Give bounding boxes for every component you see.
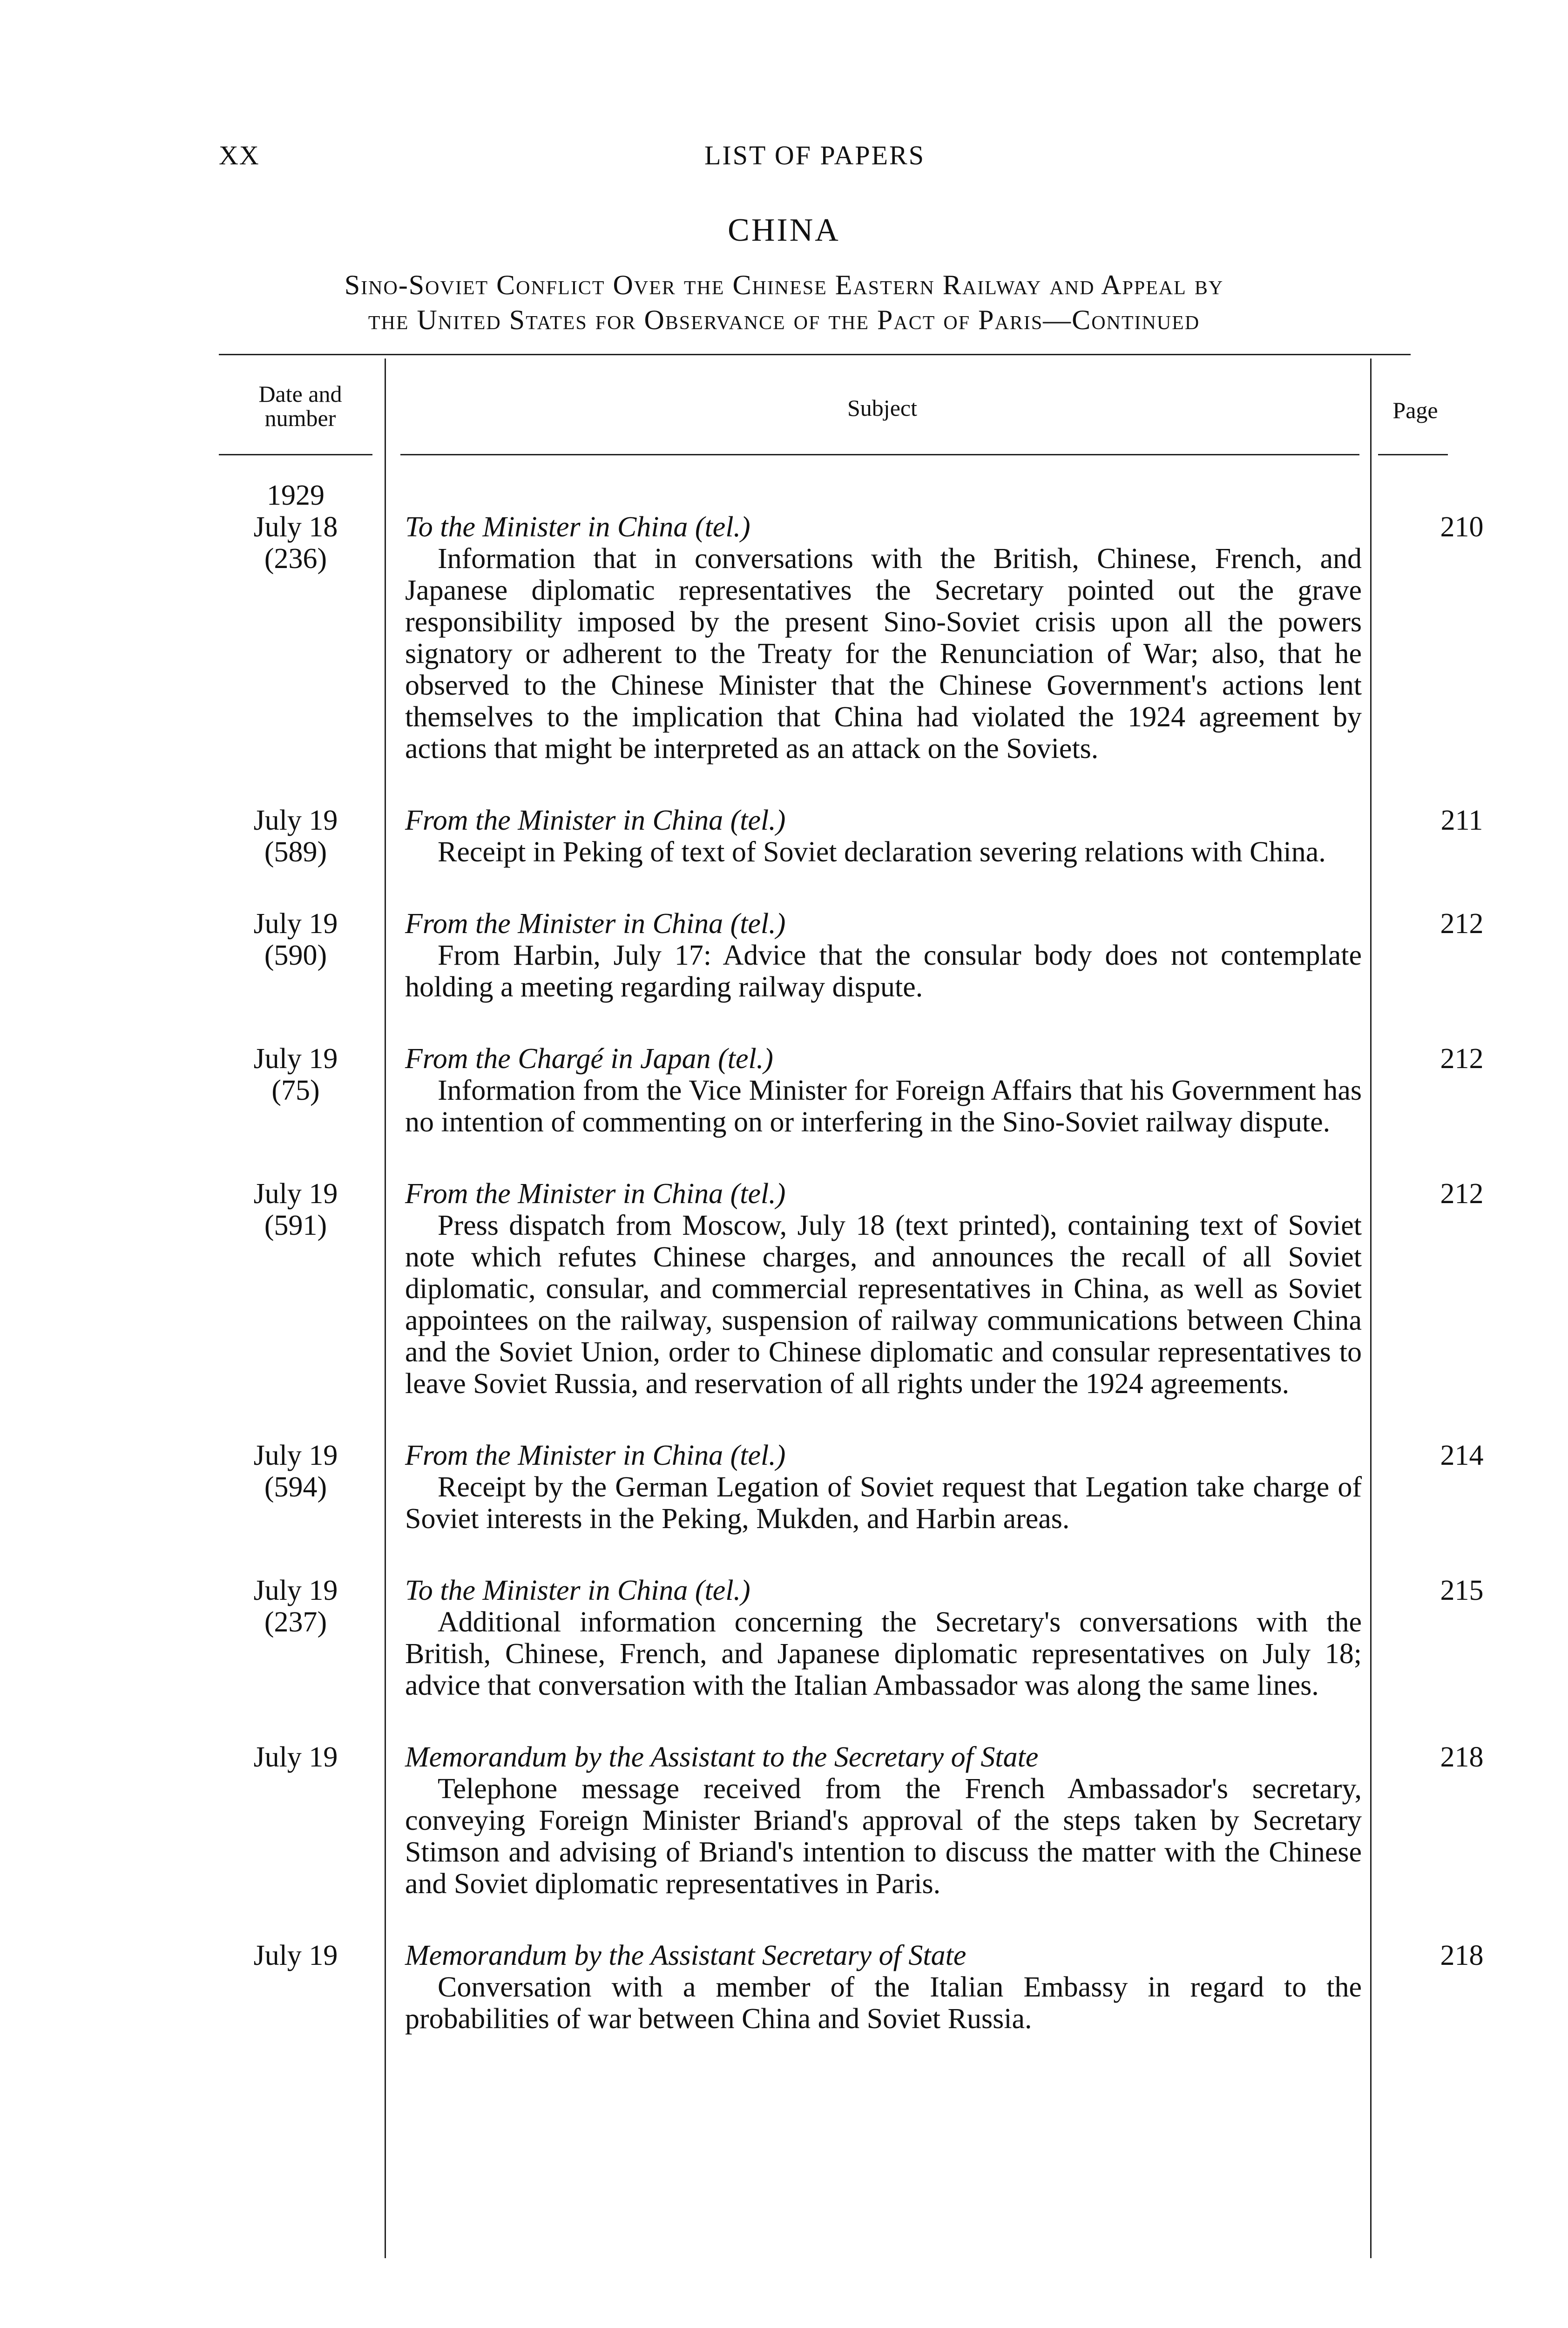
entry-page: 214 bbox=[1440, 1440, 1484, 1471]
entry-date: July 19 bbox=[253, 908, 338, 940]
entry-heading: To the Minister in China (tel.) bbox=[405, 511, 750, 543]
entry-number: (236) bbox=[264, 543, 327, 575]
subject-cell bbox=[405, 1575, 1362, 1701]
entry-heading: To the Minister in China (tel.) bbox=[405, 1575, 750, 1606]
entry-heading: From the Minister in China (tel.) bbox=[405, 805, 786, 836]
entry-heading: From the Minister in China (tel.) bbox=[405, 1440, 786, 1471]
entry-summary: Receipt in Peking of text of Soviet declaration severing relations with China. bbox=[438, 836, 1326, 868]
section-title: CHINA bbox=[728, 212, 840, 248]
subject-cell bbox=[405, 1940, 1362, 2035]
date-cell bbox=[219, 1440, 372, 1503]
entry-number: (594) bbox=[264, 1471, 327, 1503]
date-cell bbox=[219, 1741, 372, 1773]
entry-summary: Receipt by the German Legation of Soviet request that Legation take charge of Soviet interests in the Peking, Mukden, and Harbin areas. bbox=[405, 1471, 1362, 1535]
entry-page: 218 bbox=[1440, 1940, 1484, 1971]
entry-summary: Additional information concerning the Secretary's conversations with the British, Chinese, French, and Japanese diplomatic representatives on July 18; advice that conversation with the Italian Ambassador was along the same lines. bbox=[405, 1606, 1362, 1701]
entry-date: July 19 bbox=[253, 1575, 338, 1606]
date-cell bbox=[219, 805, 372, 868]
subject-cell bbox=[405, 1440, 1362, 1535]
entry-page: 212 bbox=[1440, 1043, 1484, 1075]
date-cell bbox=[219, 1178, 372, 1241]
column-header-page: Page bbox=[1392, 397, 1438, 423]
entry-date: July 19 bbox=[253, 1440, 338, 1471]
entry-date: July 19 bbox=[253, 805, 338, 836]
date-cell bbox=[219, 1043, 372, 1106]
entry-number: (237) bbox=[264, 1606, 327, 1638]
column-header-subject: Subject bbox=[847, 395, 917, 421]
page-number: XX bbox=[219, 140, 260, 170]
header-rule bbox=[219, 454, 372, 455]
entry-date: July 19 bbox=[253, 1741, 338, 1773]
subject-cell bbox=[405, 480, 1362, 765]
entry-page: 218 bbox=[1440, 1741, 1484, 1773]
list-item bbox=[219, 1440, 1484, 1535]
entry-page: 210 bbox=[1440, 511, 1484, 543]
column-header-date: Date and number bbox=[258, 381, 342, 431]
entry-number: (590) bbox=[264, 940, 327, 971]
date-cell bbox=[219, 908, 372, 971]
entry-summary: From Harbin, July 17: Advice that the consular body does not contemplate holding a meeting regarding railway dispute. bbox=[405, 940, 1362, 1003]
subheading-line: Sino-Soviet Conflict Over the Chinese Eastern Railway and Appeal by bbox=[344, 270, 1224, 300]
date-cell bbox=[219, 1575, 372, 1638]
list-item bbox=[219, 1043, 1484, 1138]
subject-cell bbox=[405, 1043, 1362, 1138]
entry-summary: Telephone message received from the French Ambassador's secretary, conveying Foreign Minister Briand's approval of the steps taken by Secretary Stimson and advising of Briand's intention to discuss the matter with the Chinese and Soviet diplomatic representatives in Paris. bbox=[405, 1773, 1362, 1900]
entry-heading: From the Minister in China (tel.) bbox=[405, 1178, 786, 1210]
subject-cell bbox=[405, 805, 1362, 868]
running-title: LIST OF PAPERS bbox=[704, 140, 925, 170]
list-item bbox=[219, 805, 1483, 868]
papers-list bbox=[219, 480, 1484, 2075]
list-item bbox=[219, 1178, 1484, 1400]
entry-page: 212 bbox=[1440, 1178, 1484, 1210]
entry-page: 212 bbox=[1440, 908, 1484, 940]
entry-number: (589) bbox=[264, 836, 327, 868]
entry-number: (75) bbox=[271, 1075, 320, 1106]
date-cell bbox=[219, 1940, 372, 1971]
subject-cell bbox=[405, 908, 1362, 1003]
subject-cell bbox=[405, 1178, 1362, 1400]
entry-heading: Memorandum by the Assistant to the Secretary of State bbox=[405, 1741, 1039, 1773]
entry-date: July 18 bbox=[253, 511, 338, 543]
list-item bbox=[219, 1575, 1484, 1701]
entry-heading: From the Chargé in Japan (tel.) bbox=[405, 1043, 773, 1075]
list-item bbox=[219, 480, 1484, 765]
entry-heading: From the Minister in China (tel.) bbox=[405, 908, 786, 940]
entry-summary: Conversation with a member of the Italian Embassy in regard to the probabilities of war between China and Soviet Russia. bbox=[405, 1971, 1362, 2035]
subject-cell bbox=[405, 1741, 1362, 1900]
header-rule bbox=[1378, 454, 1448, 455]
entry-page: 215 bbox=[1440, 1575, 1484, 1606]
entry-date: July 19 bbox=[253, 1043, 338, 1075]
entry-heading: Memorandum by the Assistant Secretary of State bbox=[405, 1940, 966, 1971]
date-cell bbox=[219, 480, 372, 575]
table-top-rule bbox=[219, 354, 1411, 355]
entry-summary: Information from the Vice Minister for Foreign Affairs that his Government has no intention of commenting on or interfering in the Sino-Soviet railway dispute. bbox=[405, 1075, 1362, 1138]
entry-summary: Information that in conversations with the British, Chinese, French, and Japanese diplomatic representatives the Secretary pointed out the grave responsibility imposed by the present Sino-Soviet crisis upon all the powers signatory or adherent to the Treaty for the Renunciation of War; also, that he observed to the Chinese Minister that the Chinese Government's actions lent themselves to the implication that China had violated the 1924 agreement by actions that might be interpreted as an attack on the Soviets. bbox=[405, 543, 1362, 765]
section-subheading bbox=[140, 268, 1428, 338]
list-item bbox=[219, 1940, 1484, 2035]
list-item bbox=[219, 1741, 1484, 1900]
entry-date: July 19 bbox=[253, 1940, 338, 1971]
entry-date: July 19 bbox=[253, 1178, 338, 1210]
list-item bbox=[219, 908, 1484, 1003]
header-rule bbox=[400, 454, 1359, 455]
subheading-line: the United States for Observance of the Pact of Paris—Continued bbox=[368, 305, 1200, 335]
running-header bbox=[219, 140, 1411, 182]
entry-year: 1929 bbox=[267, 480, 324, 511]
entry-summary: Press dispatch from Moscow, July 18 (text printed), containing text of Soviet note which refutes Chinese charges, and announces the recall of all Soviet diplomatic, consular, and commercial representatives in China, as well as Soviet appointees on the railway, suspension of railway communications between China and the Soviet Union, order to Chinese diplomatic and consular representatives to leave Soviet Russia, and reservation of all rights under the 1924 agreements. bbox=[405, 1210, 1362, 1400]
entry-page: 211 bbox=[1440, 805, 1483, 836]
entry-number: (591) bbox=[264, 1210, 327, 1241]
